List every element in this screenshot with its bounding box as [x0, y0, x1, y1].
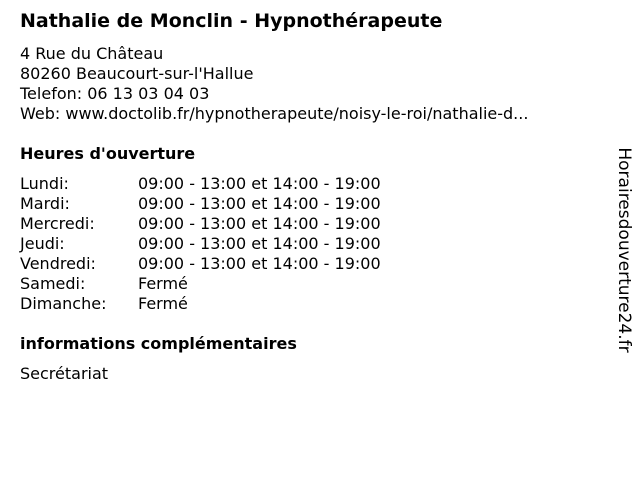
- opening-hours-heading: Heures d'ouverture: [20, 144, 196, 163]
- day-label: Mercredi:: [20, 214, 95, 233]
- hours-row-dimanche: [20, 294, 381, 314]
- opening-hours-table: [20, 174, 381, 314]
- day-label: Samedi:: [20, 274, 86, 293]
- site-brand-vertical: Horairesdouverture24.fr: [614, 147, 634, 353]
- day-label: Lundi:: [20, 174, 69, 193]
- day-hours: 09:00 - 13:00 et 14:00 - 19:00: [138, 174, 381, 193]
- day-label: Vendredi:: [20, 254, 96, 273]
- address-block: [20, 44, 528, 124]
- hours-row-lundi: [20, 174, 381, 194]
- phone-number: Telefon: 06 13 03 04 03: [20, 84, 210, 103]
- hours-row-mercredi: [20, 214, 381, 234]
- city-address: 80260 Beaucourt-sur-l'Hallue: [20, 64, 254, 83]
- day-hours: 09:00 - 13:00 et 14:00 - 19:00: [138, 214, 381, 233]
- additional-info-heading: informations complémentaires: [20, 334, 297, 353]
- hours-row-samedi: [20, 274, 381, 294]
- day-hours: 09:00 - 13:00 et 14:00 - 19:00: [138, 234, 381, 253]
- day-hours: Fermé: [138, 274, 188, 293]
- hours-row-mardi: [20, 194, 381, 214]
- day-label: Mardi:: [20, 194, 70, 213]
- street-address: 4 Rue du Château: [20, 44, 164, 63]
- day-hours: 09:00 - 13:00 et 14:00 - 19:00: [138, 194, 381, 213]
- day-hours: Fermé: [138, 294, 188, 313]
- additional-info-text: Secrétariat: [20, 364, 109, 383]
- page-title: Nathalie de Monclin - Hypnothérapeute: [20, 10, 443, 32]
- day-label: Dimanche:: [20, 294, 107, 313]
- website-link[interactable]: Web: www.doctolib.fr/hypnotherapeute/noisy-le-roi/nathalie-d...: [20, 104, 529, 123]
- day-label: Jeudi:: [20, 234, 65, 253]
- hours-row-vendredi: [20, 254, 381, 274]
- hours-row-jeudi: [20, 234, 381, 254]
- day-hours: 09:00 - 13:00 et 14:00 - 19:00: [138, 254, 381, 273]
